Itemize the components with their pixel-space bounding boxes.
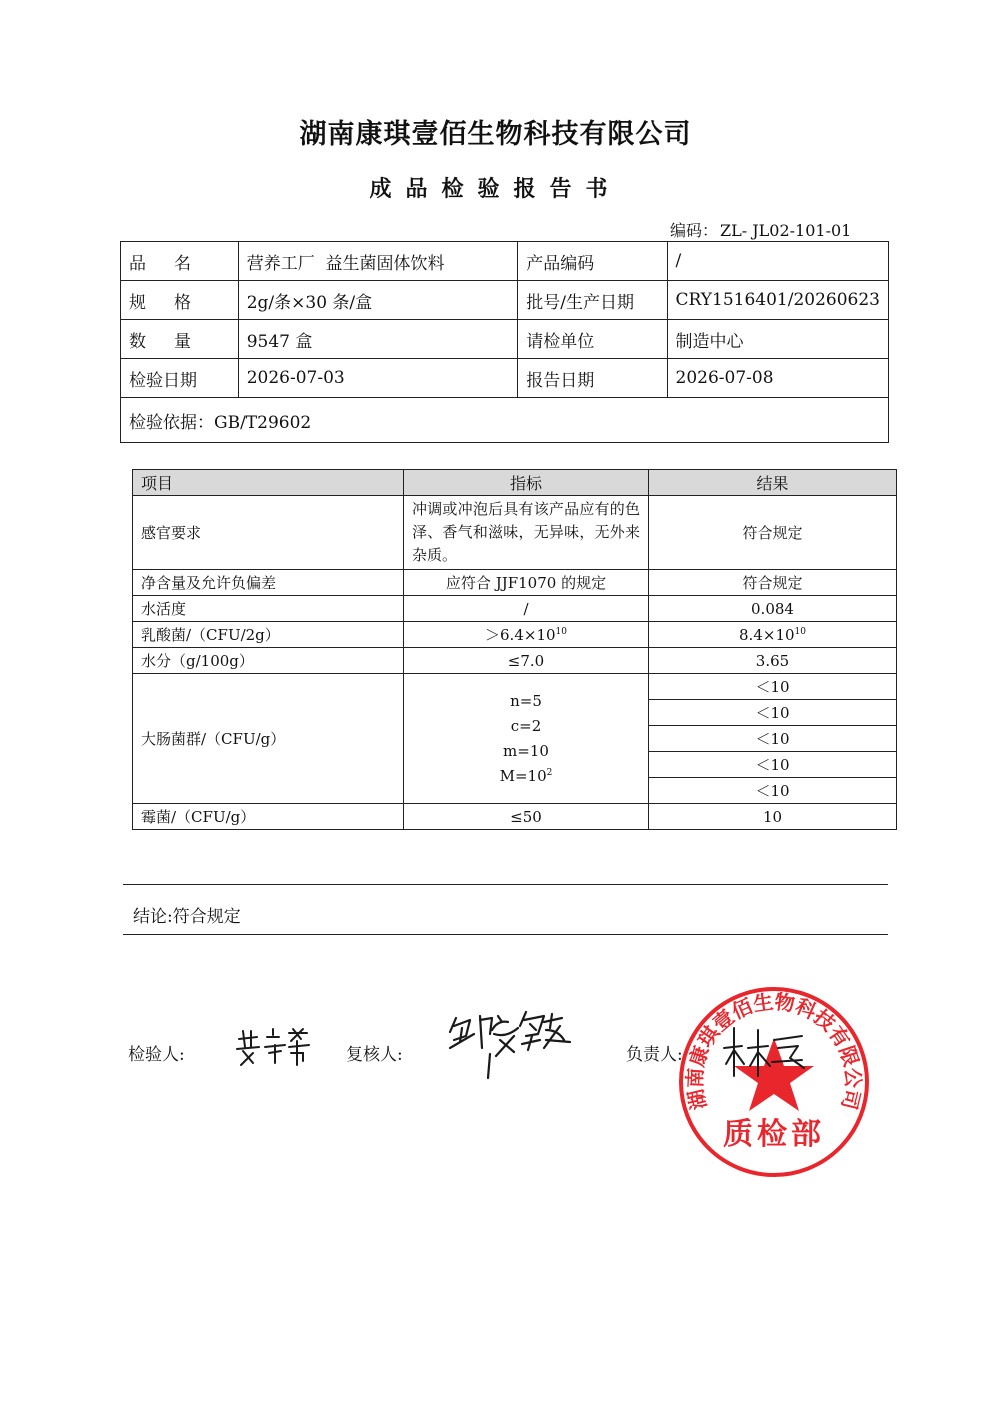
manager-label: 负责人: (626, 1045, 683, 1065)
net-content-item: 净含量及允许负偏差 (133, 570, 404, 596)
info-row (121, 281, 889, 320)
coliform-n: n=5 (510, 691, 542, 710)
test-results-table (132, 469, 897, 830)
test-basis-value: GB/T29602 (214, 412, 312, 433)
document-number-value: ZL- JL02-101-01 (720, 221, 852, 240)
lactic-item: 乳酸菌/（CFU/2g） (133, 622, 404, 648)
table-row (133, 648, 897, 674)
table-row (133, 674, 897, 700)
header-item: 项目 (133, 470, 404, 496)
table-row (133, 622, 897, 648)
lactic-result: $8.4\times 10^{10}$ (649, 622, 897, 648)
moisture-result: 3.65 (649, 648, 897, 674)
info-row (121, 320, 889, 359)
coliform-spec (404, 674, 649, 804)
document-number (668, 218, 851, 241)
inspector-signature (233, 1025, 313, 1070)
product-info-table (120, 241, 889, 443)
company-name: 湖南康琪壹佰生物科技有限公司 (299, 119, 692, 150)
report-date-label: 报告日期 (518, 359, 667, 398)
table-header-row (133, 470, 897, 496)
mold-spec: ≤50 (404, 804, 649, 830)
requester-value: 制造中心 (667, 320, 888, 359)
test-date-value: 2026-07-03 (238, 359, 518, 398)
table-row (133, 804, 897, 830)
test-basis-label: 检验依据： (129, 412, 214, 433)
table-row (133, 596, 897, 622)
coliform-m: m=10 (503, 741, 549, 760)
product-name-label: 品 名 (121, 242, 239, 281)
test-date-label: 检验日期 (121, 359, 239, 398)
info-row (121, 359, 889, 398)
divider (123, 934, 888, 935)
reviewer-signature (440, 1000, 580, 1082)
coliform-c: c=2 (510, 716, 542, 735)
coliform-item: 大肠菌群/（CFU/g） (133, 674, 404, 804)
stamp-ring-text: 湖南康琪壹佰生物科技有限公司 (682, 989, 866, 1113)
product-name-value: 营养工厂 益生菌固体饮料 (238, 242, 518, 281)
table-row (133, 570, 897, 596)
requester-label: 请检单位 (518, 320, 667, 359)
product-code-value: / (667, 242, 888, 281)
lactic-spec: $>6.4\times 10^{10}$ (404, 622, 649, 648)
product-code-label: 产品编码 (518, 242, 667, 281)
quantity-label: 数 量 (121, 320, 239, 359)
moisture-spec: ≤7.0 (404, 648, 649, 674)
coliform-result: ＜10 (649, 752, 897, 778)
moisture-item: 水分（g/100g） (133, 648, 404, 674)
table-row (133, 496, 897, 570)
document-title: 成品检验报告书 (369, 177, 622, 202)
water-activity-spec: / (404, 596, 649, 622)
test-basis (121, 398, 889, 443)
coliform-result: ＜10 (649, 674, 897, 700)
coliform-result: ＜10 (649, 700, 897, 726)
conclusion: 结论:符合规定 (133, 907, 241, 927)
mold-item: 霉菌/（CFU/g） (133, 804, 404, 830)
coliform-result: ＜10 (649, 778, 897, 804)
header-result: 结果 (649, 470, 897, 496)
sensory-result: 符合规定 (649, 496, 897, 570)
water-activity-item: 水活度 (133, 596, 404, 622)
spec-label: 规 格 (121, 281, 239, 320)
reviewer-label: 复核人: (346, 1045, 403, 1065)
coliform-result: ＜10 (649, 726, 897, 752)
document-number-label: 编码： (670, 221, 719, 240)
coliform-M: $M=10^2$ (499, 766, 553, 785)
spec-value: 2g/条×30 条/盒 (238, 281, 518, 320)
net-content-spec: 应符合 JJF1070 的规定 (404, 570, 649, 596)
batch-label: 批号/生产日期 (518, 281, 667, 320)
mold-result: 10 (649, 804, 897, 830)
batch-value: CRY1516401/20260623 (667, 281, 888, 320)
divider (123, 884, 888, 885)
quality-stamp (676, 984, 872, 1180)
inspector-label: 检验人: (128, 1045, 185, 1065)
report-date-value: 2026-07-08 (667, 359, 888, 398)
quantity-value: 9547 盒 (238, 320, 518, 359)
info-row (121, 398, 889, 443)
header-spec: 指标 (404, 470, 649, 496)
manager-signature (718, 1018, 808, 1080)
water-activity-result: 0.084 (649, 596, 897, 622)
sensory-item: 感官要求 (133, 496, 404, 570)
sensory-spec: 冲调或冲泡后具有该产品应有的色泽、香气和滋味，无异味，无外来杂质。 (404, 496, 649, 570)
net-content-result: 符合规定 (649, 570, 897, 596)
stamp-center-text: 质检部 (723, 1117, 825, 1152)
info-row (121, 242, 889, 281)
